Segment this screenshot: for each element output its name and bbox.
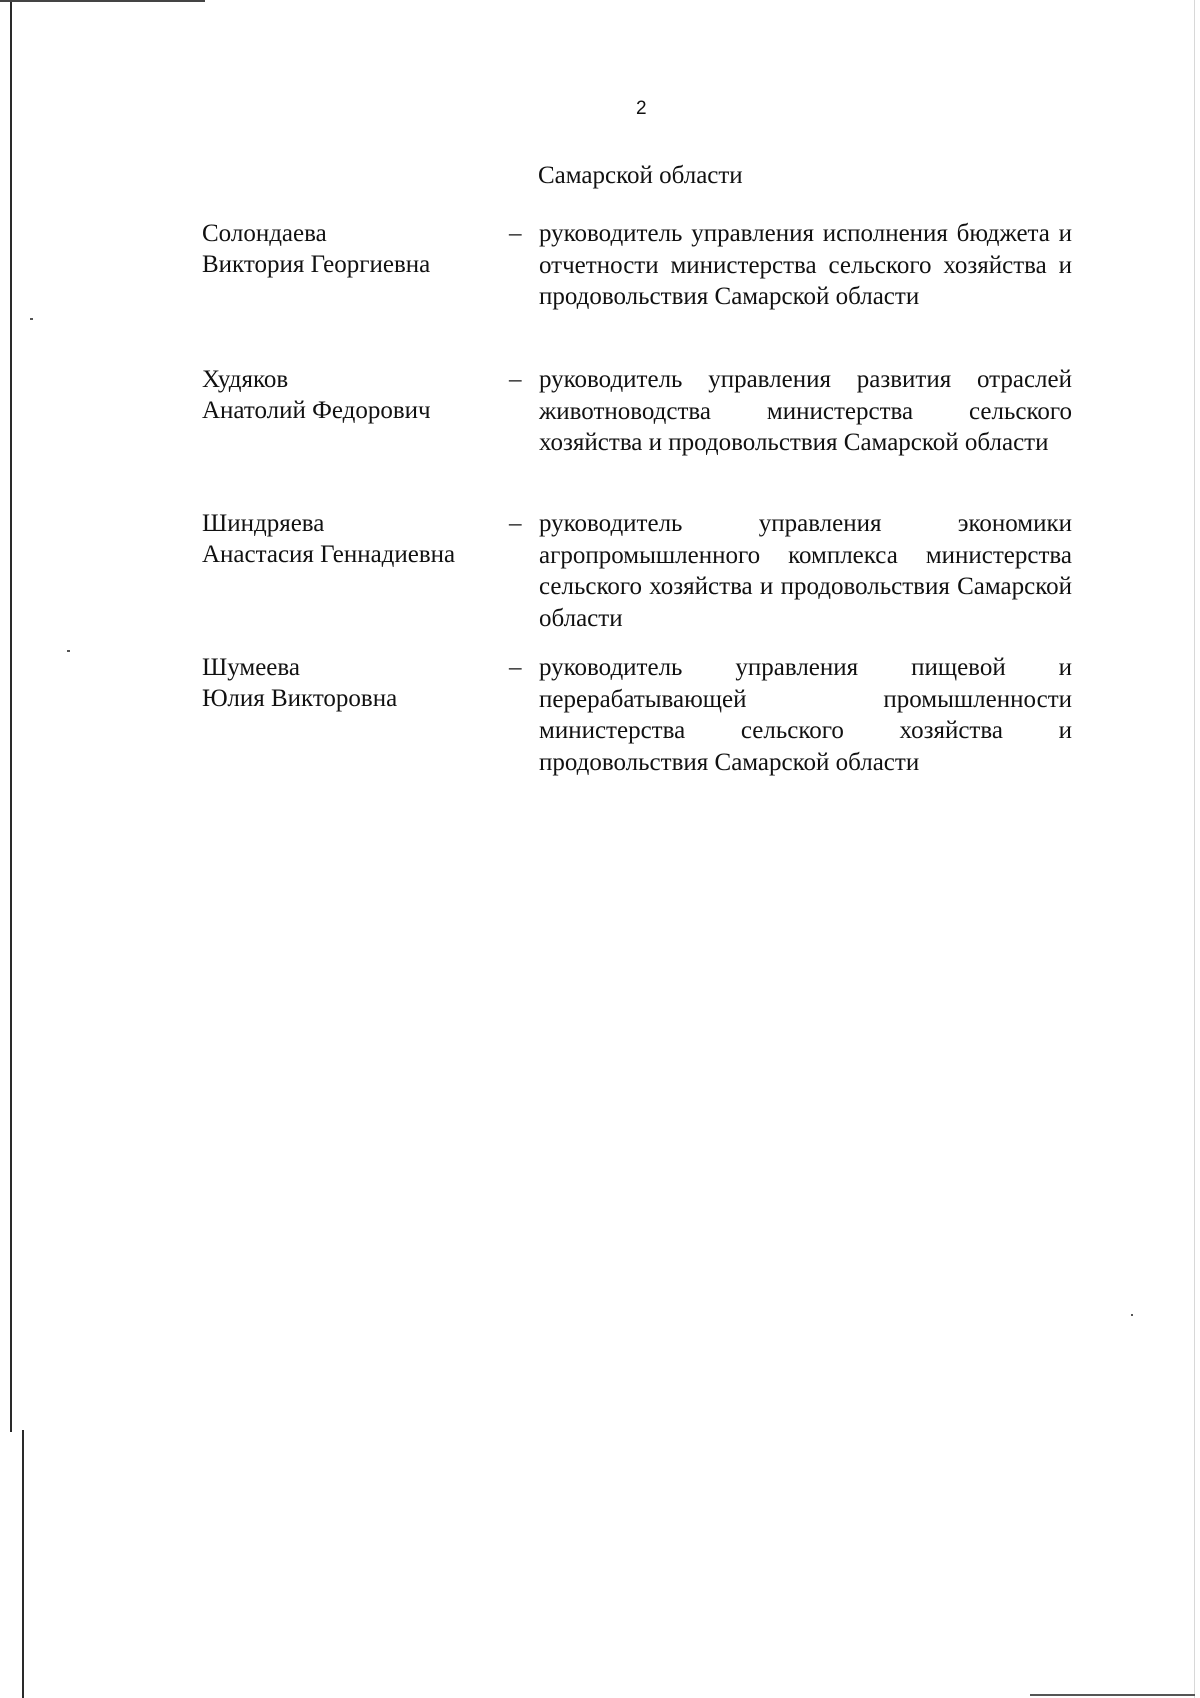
member-surname: Солондаева	[202, 220, 327, 247]
member-name	[202, 364, 431, 426]
scan-speck	[30, 318, 33, 320]
member-surname: Худяков	[202, 366, 289, 393]
scan-edge-top	[0, 0, 205, 2]
member-position: руководитель управления развития отраслей животноводства министерства сельского хозяйства и продовольствия Самарской области	[539, 366, 1072, 456]
page-number: 2	[636, 98, 647, 119]
member-position: руководитель управления исполнения бюджета и отчетности министерства сельского хозяйства и продовольствия Самарской области	[539, 220, 1072, 310]
member-position: руководитель управления пищевой и перерабатывающей промышленности министерства сельского хозяйства и продовольствия Самарской области	[539, 654, 1072, 776]
scan-edge-right	[1194, 0, 1195, 1698]
scan-edge-left-lower	[22, 1430, 24, 1698]
entry-dash: –	[509, 366, 522, 393]
scan-speck	[1131, 1314, 1133, 1316]
member-name	[202, 508, 455, 570]
member-given-names: Юлия Викторовна	[202, 685, 398, 712]
member-given-names: Анастасия Геннадиевна	[202, 541, 456, 568]
member-given-names: Виктория Георгиевна	[202, 251, 431, 278]
scan-edge-bottom	[1030, 1694, 1195, 1696]
member-position: руководитель управления экономики агропромышленного комплекса министерства сельского хозяйства и продовольствия Самарской области	[539, 510, 1072, 632]
entry-dash: –	[509, 220, 522, 247]
member-name	[202, 218, 430, 280]
member-given-names: Анатолий Федорович	[202, 397, 431, 424]
member-surname: Шиндряева	[202, 510, 325, 537]
entry-dash: –	[509, 510, 522, 537]
member-name	[202, 652, 397, 714]
continued-text: Самарской области	[538, 162, 743, 189]
member-surname: Шумеева	[202, 654, 300, 681]
scan-edge-left	[10, 2, 12, 1432]
entry-dash: –	[509, 654, 522, 681]
scan-speck	[67, 650, 70, 652]
